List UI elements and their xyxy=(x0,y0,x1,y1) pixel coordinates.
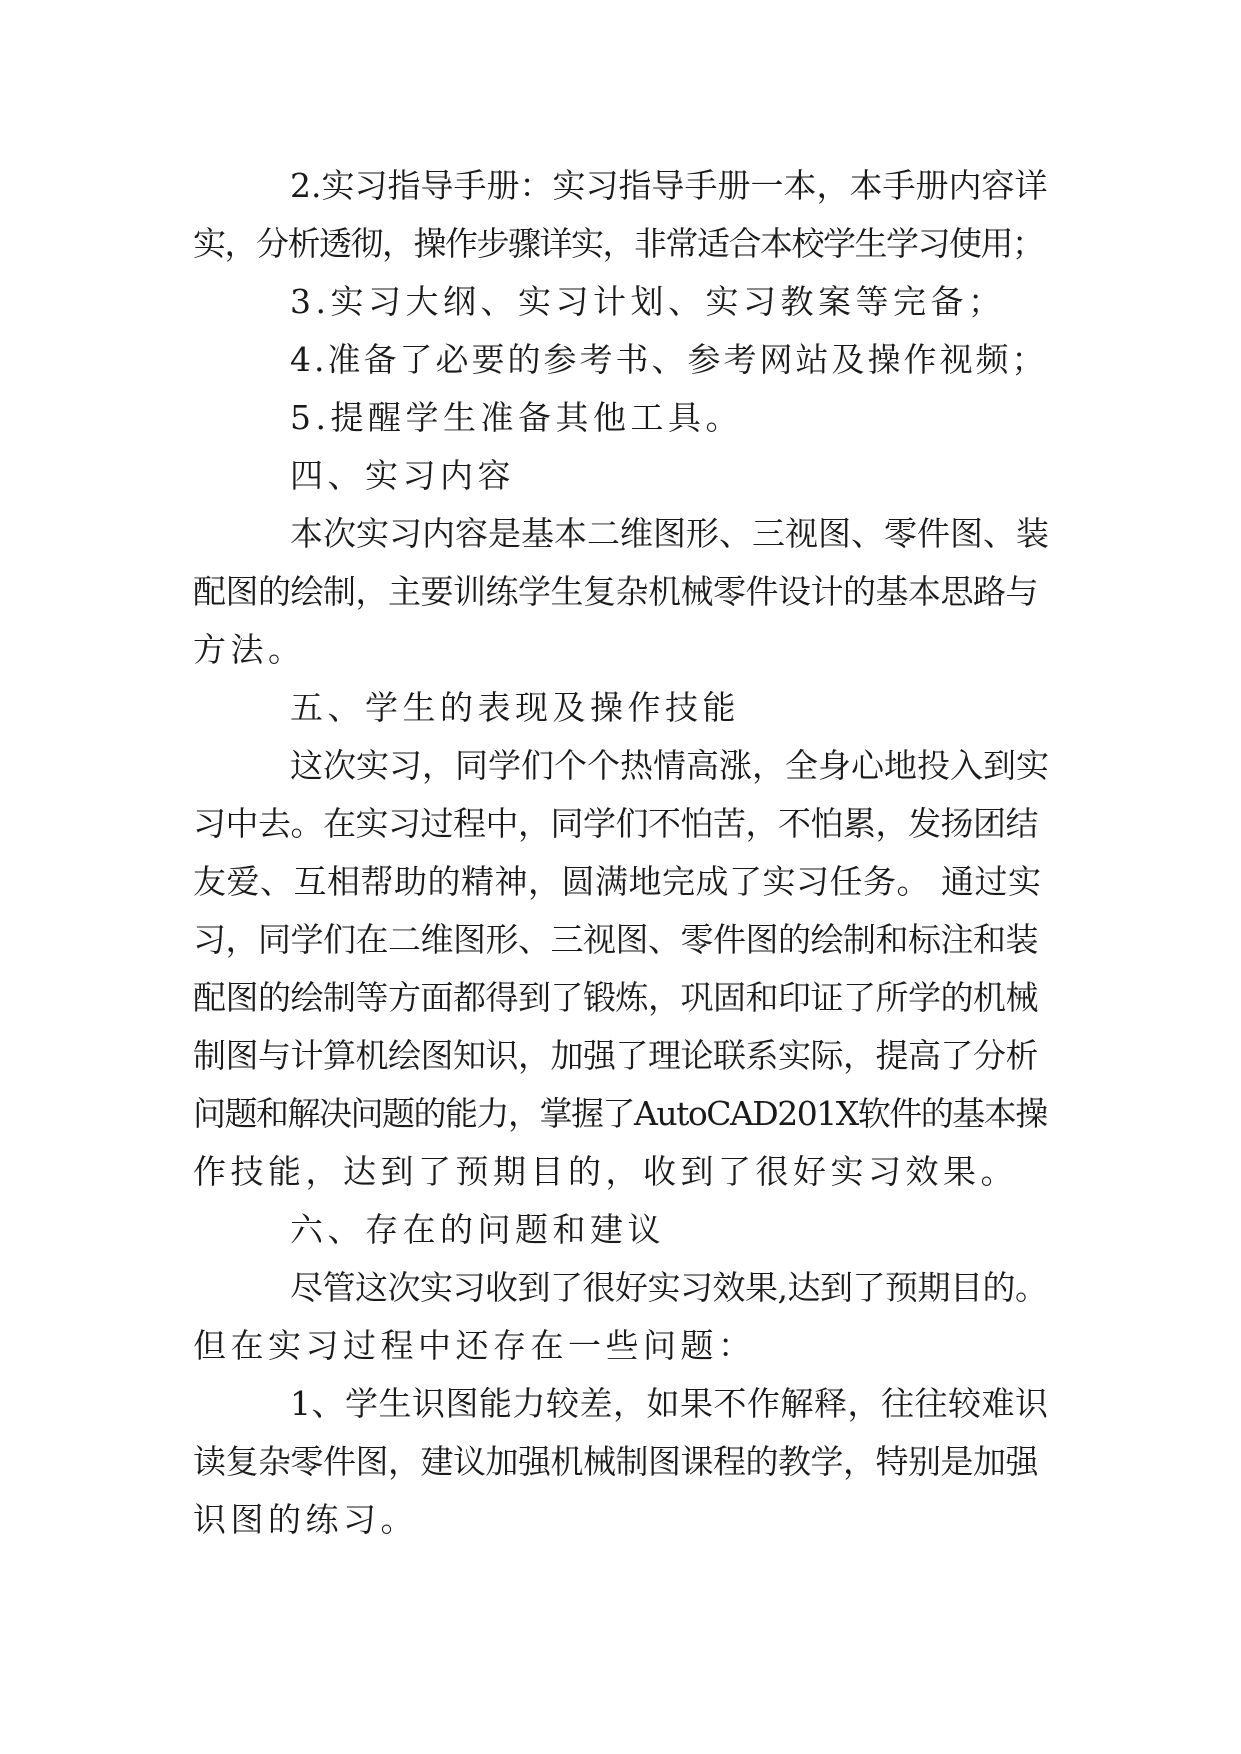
text-line: 识图的练习。 xyxy=(193,1500,418,1539)
text-line: 但在实习过程中还存在一些问题： xyxy=(193,1326,756,1365)
text-line: 友爱、互相帮助的精神，圆满地完成了实习任务。 通过实 xyxy=(193,862,1042,901)
text-line: 4.准备了必要的参考书、参考网站及操作视频； xyxy=(290,340,1048,379)
text-line: 读复杂零件图，建议加强机械制图课程的教学，特别是加强 xyxy=(193,1442,1038,1481)
text-line: 本次实习内容是基本二维图形、三视图、零件图、装 xyxy=(290,514,1049,553)
text-line: 这次实习，同学们个个热情高涨，全身心地投入到实 xyxy=(290,746,1049,785)
text-line: 1、学生识图能力较差，如果不作解释，往往较难识 xyxy=(290,1384,1049,1423)
text-line: 方法。 xyxy=(193,630,306,669)
text-line: 习，同学们在二维图形、三视图、零件图的绘制和标注和装 xyxy=(193,920,1038,959)
text-line: 5.提醒学生准备其他工具。 xyxy=(290,398,743,437)
section-heading: 四、实习内容 xyxy=(290,456,515,495)
text-line: 2.实习指导手册：实习指导手册一本，本手册内容详 xyxy=(290,166,1048,205)
text-line: 作技能，达到了预期目的，收到了很好实习效果。 xyxy=(193,1152,1018,1191)
text-line: 制图与计算机绘图知识，加强了理论联系实际，提高了分析 xyxy=(193,1036,1038,1075)
text-line: 配图的绘制，主要训练学生复杂机械零件设计的基本思路与 xyxy=(193,572,1038,611)
text-line: 习中去。在实习过程中，同学们不怕苦，不怕累，发扬团结 xyxy=(193,804,1038,843)
section-heading: 五、学生的表现及操作技能 xyxy=(290,688,740,727)
section-heading: 六、存在的问题和建议 xyxy=(290,1210,665,1249)
text-line: 问题和解决问题的能力，掌握了AutoCAD201X软件的基本操 xyxy=(193,1094,1047,1133)
text-line: 3.实习大纲、实习计划、实习教案等完备； xyxy=(290,282,1006,321)
text-line: 尽管这次实习收到了很好实习效果,达到了预期目的。 xyxy=(290,1268,1048,1307)
text-line: 配图的绘制等方面都得到了锻炼，巩固和印证了所学的机械 xyxy=(193,978,1038,1017)
text-line: 实，分析透彻，操作步骤详实，非常适合本校学生学习使用； xyxy=(193,224,1044,263)
